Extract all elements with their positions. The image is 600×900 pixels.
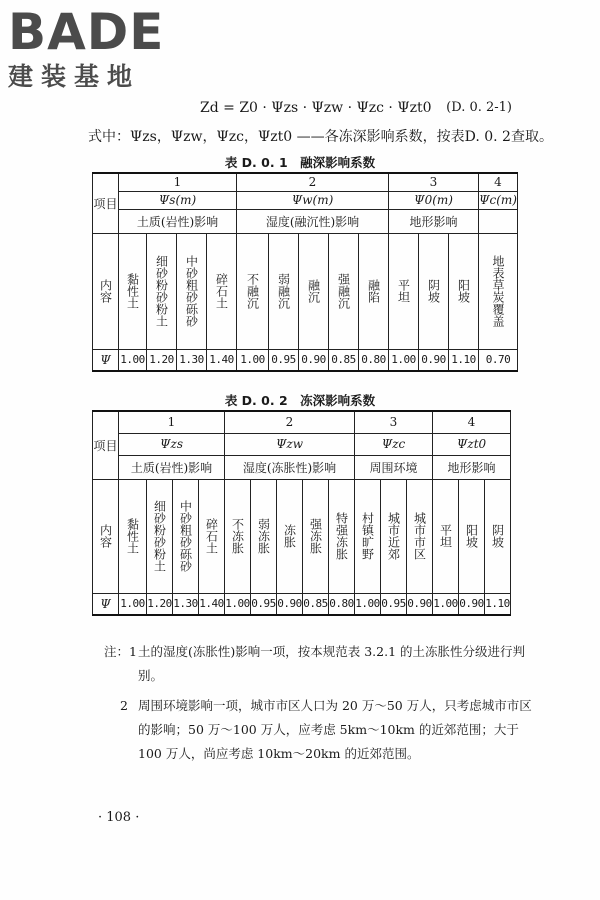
- coefficient-value: 0.70: [479, 349, 518, 371]
- content-text: 特强冻胀: [334, 512, 349, 560]
- group-number: 4: [479, 173, 518, 191]
- content-cell: [449, 233, 479, 349]
- coefficient-value: 1.30: [173, 593, 199, 615]
- note-number: 注：1: [104, 644, 137, 659]
- content-cell: [329, 479, 355, 593]
- group-number: 3: [389, 173, 479, 191]
- content-text: 阴坡: [490, 524, 505, 548]
- content-cell: [177, 233, 207, 349]
- item-header: 项目: [93, 411, 119, 479]
- page-number: · 108 ·: [98, 810, 140, 825]
- content-text: 城市近郊: [386, 512, 401, 560]
- content-cell: [119, 233, 147, 349]
- content-cell: [419, 233, 449, 349]
- coefficient-value: 1.40: [199, 593, 225, 615]
- content-header: [93, 233, 119, 349]
- publisher-logo: [8, 3, 178, 92]
- table-notes: [104, 640, 534, 766]
- group-symbol: Ψzw: [225, 433, 355, 455]
- content-text: 阳坡: [456, 279, 471, 303]
- content-cell: [459, 479, 485, 593]
- group-description: [479, 209, 518, 233]
- coefficient-value: 1.00: [433, 593, 459, 615]
- coefficient-value: 0.95: [251, 593, 277, 615]
- content-text: 强冻胀: [308, 518, 323, 554]
- formula-number: (D. 0. 2-1): [446, 100, 512, 115]
- coefficient-value: 1.00: [355, 593, 381, 615]
- content-cell: [173, 479, 199, 593]
- content-text: 阳坡: [464, 524, 479, 548]
- group-number: 4: [433, 411, 511, 433]
- group-description: 地形影响: [389, 209, 479, 233]
- group-description: 周围环境: [355, 455, 433, 479]
- content-text: 融沉: [306, 279, 321, 303]
- group-symbol: Ψzc: [355, 433, 433, 455]
- content-text: 黏性土: [125, 273, 140, 309]
- group-symbol: Ψs(m): [119, 191, 237, 209]
- content-text: 冻胀: [282, 524, 297, 548]
- coefficient-value: 0.85: [329, 349, 359, 371]
- content-text: 阴坡: [426, 279, 441, 303]
- content-header: [93, 479, 119, 593]
- content-text: 不冻胀: [230, 518, 245, 554]
- psi-header: Ψ: [93, 349, 119, 371]
- coefficient-value: 0.90: [407, 593, 433, 615]
- content-text: 中砂粗砂砾砂: [184, 255, 199, 327]
- coefficient-value: 0.90: [459, 593, 485, 615]
- content-label: 内容: [98, 279, 113, 303]
- group-number: 1: [119, 411, 225, 433]
- coefficient-value: 1.00: [225, 593, 251, 615]
- content-text: 细砂粉砂粉土: [152, 500, 167, 572]
- content-text: 融陷: [366, 279, 381, 303]
- group-symbol: Ψzt0: [433, 433, 511, 455]
- content-cell: [207, 233, 237, 349]
- group-description: 土质(岩性)影响: [119, 455, 225, 479]
- coefficient-value: 0.95: [269, 349, 299, 371]
- coefficient-value: 1.00: [237, 349, 269, 371]
- group-description: 湿度(融沉性)影响: [237, 209, 389, 233]
- content-cell: [119, 479, 147, 593]
- content-cell: [147, 479, 173, 593]
- psi-header: Ψ: [93, 593, 119, 615]
- formula: Zd = Z0 · Ψzs · Ψzw · Ψzc · Ψzt0: [200, 100, 432, 116]
- content-text: 平坦: [438, 524, 453, 548]
- table1-title: 表 D. 0. 1 融深影响系数: [224, 155, 376, 170]
- content-text: 村镇旷野: [360, 512, 375, 560]
- content-text: 细砂粉砂粉土: [154, 255, 169, 327]
- coefficient-value: 1.30: [177, 349, 207, 371]
- content-cell: [485, 479, 511, 593]
- content-text: 地表草炭覆盖: [491, 255, 505, 327]
- content-text: 城市市区: [412, 512, 427, 560]
- content-text: 碎石土: [204, 518, 219, 554]
- note-text: 土的湿度(冻胀性)影响一项，按本规范表 3.2.1 的土冻胀性分级进行判别。: [138, 644, 526, 683]
- content-cell: [381, 479, 407, 593]
- content-cell: [237, 233, 269, 349]
- content-text: 碎石土: [214, 273, 229, 309]
- item-header: 项目: [93, 173, 119, 233]
- content-text: 弱冻胀: [256, 518, 271, 554]
- group-number: 1: [119, 173, 237, 191]
- content-cell: [269, 233, 299, 349]
- content-text: 不融沉: [245, 273, 260, 309]
- table1-melt-depth-coefficients: [92, 172, 518, 372]
- coefficient-value: 1.00: [389, 349, 419, 371]
- group-symbol: Ψw(m): [237, 191, 389, 209]
- group-number: 2: [225, 411, 355, 433]
- logo-subtitle: 建装基地: [8, 62, 141, 91]
- table2-title: 表 D. 0. 2 冻深影响系数: [224, 393, 376, 408]
- content-text: 弱融沉: [276, 273, 291, 309]
- content-cell: [359, 233, 389, 349]
- content-text: 强融沉: [336, 273, 351, 309]
- coefficient-value: 0.90: [277, 593, 303, 615]
- content-text: 黏性土: [125, 518, 140, 554]
- content-cell: [407, 479, 433, 593]
- group-symbol: Ψ0(m): [389, 191, 479, 209]
- coefficient-value: 0.85: [303, 593, 329, 615]
- coefficient-value: 1.00: [119, 593, 147, 615]
- content-cell: [303, 479, 329, 593]
- group-description: 湿度(冻胀性)影响: [225, 455, 355, 479]
- content-text: 平坦: [396, 279, 411, 303]
- group-description: 地形影响: [433, 455, 511, 479]
- content-cell: [225, 479, 251, 593]
- content-cell: [277, 479, 303, 593]
- content-label: 内容: [98, 524, 113, 548]
- coefficient-value: 1.00: [119, 349, 147, 371]
- formula-explanation: 式中：Ψzs，Ψzw，Ψzc，Ψzt0 ——各冻深影响系数，按表D. 0. 2查取。: [88, 129, 553, 145]
- content-cell: [355, 479, 381, 593]
- group-number: 2: [237, 173, 389, 191]
- content-cell: [251, 479, 277, 593]
- coefficient-value: 0.80: [329, 593, 355, 615]
- coefficient-value: 1.20: [147, 349, 177, 371]
- coefficient-value: 0.95: [381, 593, 407, 615]
- content-cell: [479, 233, 518, 349]
- group-number: 3: [355, 411, 433, 433]
- content-cell: [299, 233, 329, 349]
- group-symbol: Ψc(m): [479, 193, 517, 207]
- content-cell: [329, 233, 359, 349]
- note-number: 2: [120, 698, 128, 713]
- content-cell: [389, 233, 419, 349]
- coefficient-value: 1.10: [485, 593, 511, 615]
- table2-frost-depth-coefficients: [92, 410, 511, 616]
- group-description: 土质(岩性)影响: [119, 209, 237, 233]
- content-cell: [199, 479, 225, 593]
- coefficient-value: 0.90: [419, 349, 449, 371]
- coefficient-value: 1.20: [147, 593, 173, 615]
- coefficient-value: 0.80: [359, 349, 389, 371]
- coefficient-value: 1.10: [449, 349, 479, 371]
- content-cell: [433, 479, 459, 593]
- content-text: 中砂粗砂砾砂: [178, 500, 193, 572]
- group-symbol: Ψzs: [119, 433, 225, 455]
- coefficient-value: 0.90: [299, 349, 329, 371]
- logo-text: BADE: [8, 3, 165, 61]
- note-text: 周围环境影响一项，城市市区人口为 20 万～50 万人，只考虑城市市区的影响；50 万～100 万人，应考虑 5km～10km 的近郊范围；大于 100 万人，尚应考虑 10km～20km 的近郊范围。: [138, 698, 532, 761]
- coefficient-value: 1.40: [207, 349, 237, 371]
- content-cell: [147, 233, 177, 349]
